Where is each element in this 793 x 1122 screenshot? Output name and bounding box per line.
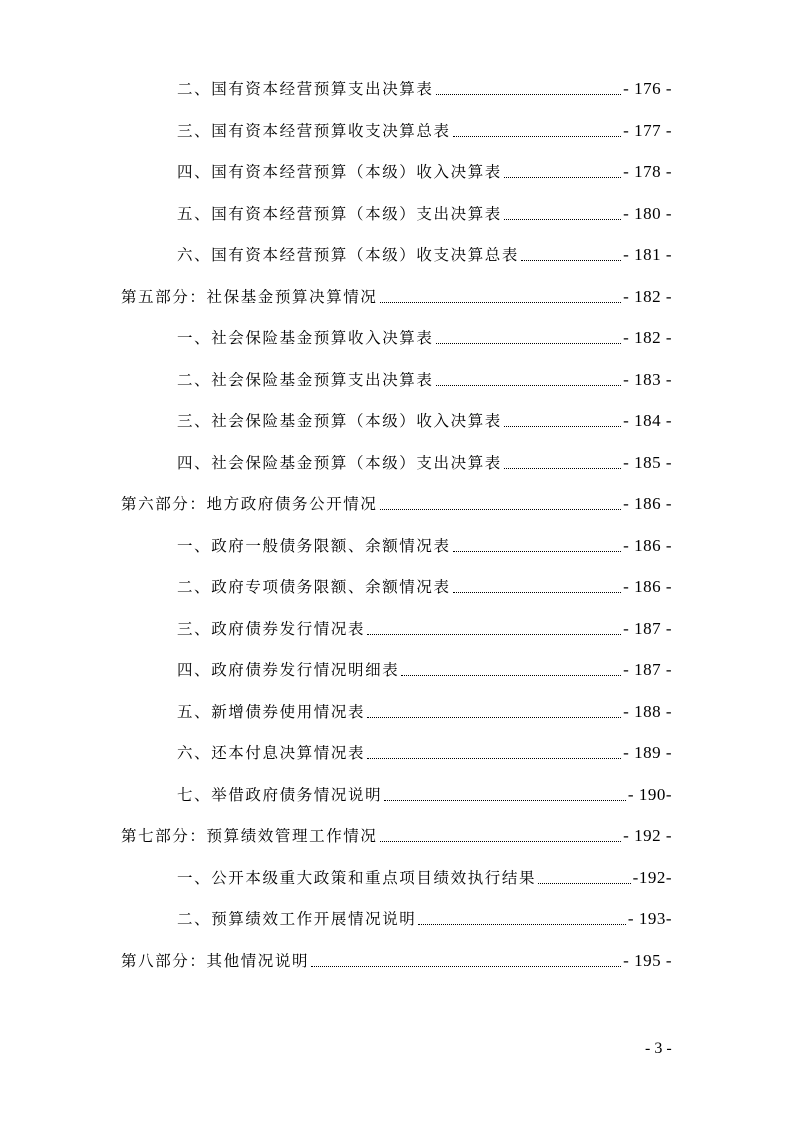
toc-entry-state-capital-local-revenue — [177, 159, 672, 185]
toc-entry-label: 一、公开本级重大政策和重点项目绩效执行结果 — [177, 869, 537, 887]
toc-entry-label: 四、政府债券发行情况明细表 — [177, 661, 400, 679]
toc-section-part-six — [121, 491, 672, 517]
toc-entry-page: - 180 - — [623, 204, 672, 223]
toc-leader-dots — [380, 508, 622, 510]
toc-entry-label: 三、国有资本经营预算收支决算总表 — [177, 122, 451, 140]
toc-entry-label: 一、社会保险基金预算收入决算表 — [177, 329, 434, 347]
toc-entry-page: - 188 - — [623, 702, 672, 721]
toc-leader-dots — [367, 716, 621, 718]
toc-leader-dots — [401, 674, 621, 676]
toc-leader-dots — [521, 259, 621, 261]
toc-entry-borrowing-explanation — [177, 782, 672, 808]
toc-leader-dots — [504, 467, 621, 469]
toc-entry-page: - 193- — [627, 909, 672, 928]
toc-leader-dots — [380, 840, 622, 842]
toc-leader-dots — [453, 591, 622, 593]
toc-entry-label: 一、政府一般债务限额、余额情况表 — [177, 537, 451, 555]
toc-entry-label: 三、社会保险基金预算（本级）收入决算表 — [177, 412, 502, 430]
toc-leader-dots — [453, 135, 622, 137]
toc-entry-page: - 189 - — [623, 743, 672, 762]
toc-entry-label: 五、国有资本经营预算（本级）支出决算表 — [177, 205, 502, 223]
toc-leader-dots — [504, 218, 621, 220]
toc-leader-dots — [380, 301, 622, 303]
toc-entry-label: 四、国有资本经营预算（本级）收入决算表 — [177, 163, 502, 181]
toc-entry-page: - 192 - — [623, 826, 672, 845]
toc-entry-page: - 177 - — [623, 121, 672, 140]
toc-entry-debt-service — [177, 740, 672, 766]
toc-entry-state-capital-local-summary — [177, 242, 672, 268]
toc-leader-dots — [504, 176, 621, 178]
toc-entry-page: - 182 - — [623, 287, 672, 306]
toc-entry-label: 二、预算绩效工作开展情况说明 — [177, 910, 417, 928]
toc-leader-dots — [367, 757, 621, 759]
toc-entry-page: -192- — [632, 868, 672, 887]
toc-entry-label: 六、还本付息决算情况表 — [177, 744, 366, 762]
page-number: - 3 - — [645, 1040, 672, 1057]
toc-entry-social-insurance-revenue — [177, 325, 672, 351]
toc-entry-social-insurance-expenditure — [177, 367, 672, 393]
toc-entry-bond-issuance — [177, 616, 672, 642]
toc-entry-label: 第五部分：社保基金预算决算情况 — [121, 288, 378, 306]
toc-entry-state-capital-expenditure — [177, 76, 672, 102]
toc-entry-state-capital-local-expenditure — [177, 201, 672, 227]
toc-entry-page: - 187 - — [623, 619, 672, 638]
toc-section-part-five — [121, 284, 672, 310]
toc-entry-social-insurance-local-revenue — [177, 408, 672, 434]
toc-entry-page: - 186 - — [623, 577, 672, 596]
toc-entry-page: - 184 - — [623, 411, 672, 430]
toc-entry-page: - 183 - — [623, 370, 672, 389]
toc-entry-page: - 186 - — [623, 494, 672, 513]
toc-entry-new-bond-usage — [177, 699, 672, 725]
toc-leader-dots — [436, 384, 622, 386]
toc-leader-dots — [436, 342, 622, 344]
toc-entry-social-insurance-local-expenditure — [177, 450, 672, 476]
toc-entry-label: 六、国有资本经营预算（本级）收支决算总表 — [177, 246, 520, 264]
toc-entry-label: 第八部分：其他情况说明 — [121, 952, 310, 970]
toc-entry-general-debt-limit — [177, 533, 672, 559]
toc-leader-dots — [538, 882, 631, 884]
toc-entry-label: 四、社会保险基金预算（本级）支出决算表 — [177, 454, 502, 472]
toc-entry-state-capital-summary — [177, 118, 672, 144]
toc-section-part-seven — [121, 823, 672, 849]
toc-entry-page: - 178 - — [623, 162, 672, 181]
toc-entry-page: - 190- — [627, 785, 672, 804]
toc-leader-dots — [311, 965, 621, 967]
toc-entry-page: - 187 - — [623, 660, 672, 679]
toc-entry-page: - 195 - — [623, 951, 672, 970]
toc-entry-page: - 181 - — [623, 245, 672, 264]
toc-entry-label: 第六部分：地方政府债务公开情况 — [121, 495, 378, 513]
toc-leader-dots — [384, 799, 626, 801]
toc-leader-dots — [418, 923, 626, 925]
toc-leader-dots — [436, 93, 622, 95]
toc-entry-label: 五、新增债券使用情况表 — [177, 703, 366, 721]
toc-entry-page: - 186 - — [623, 536, 672, 555]
toc-entry-label: 二、政府专项债务限额、余额情况表 — [177, 578, 451, 596]
toc-leader-dots — [367, 633, 621, 635]
toc-leader-dots — [504, 425, 621, 427]
toc-section-part-eight — [121, 948, 672, 974]
toc-entry-label: 二、国有资本经营预算支出决算表 — [177, 80, 434, 98]
toc-entry-page: - 182 - — [623, 328, 672, 347]
toc-entry-bond-issuance-detail — [177, 657, 672, 683]
toc-entry-page: - 176 - — [623, 79, 672, 98]
toc-entry-page: - 185 - — [623, 453, 672, 472]
toc-entry-label: 七、举借政府债务情况说明 — [177, 786, 383, 804]
toc-entry-label: 三、政府债券发行情况表 — [177, 620, 366, 638]
toc-entry-label: 第七部分：预算绩效管理工作情况 — [121, 827, 378, 845]
toc-entry-performance-work — [177, 906, 672, 932]
toc-entry-special-debt-limit — [177, 574, 672, 600]
toc-entry-performance-results — [177, 865, 672, 891]
toc-entry-label: 二、社会保险基金预算支出决算表 — [177, 371, 434, 389]
toc-leader-dots — [453, 550, 622, 552]
